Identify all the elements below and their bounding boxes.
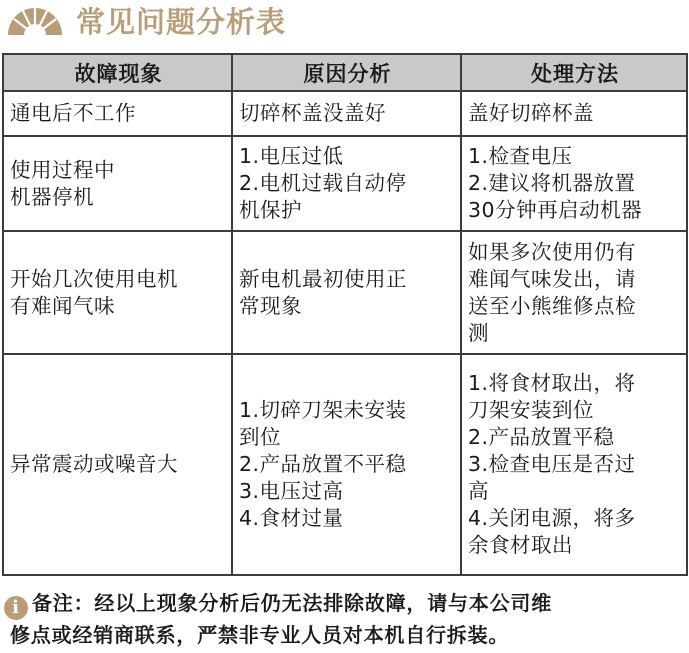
column-header-cause: 原因分析	[232, 54, 461, 91]
symptom-cell: 使用过程中 机器停机	[3, 136, 232, 231]
cause-cell: 1.电压过低 2.电机过载自动停 机保护	[232, 136, 461, 231]
symptom-cell: 开始几次使用电机 有难闻气味	[3, 231, 232, 354]
table-row	[3, 136, 687, 231]
solution-cell: 1.将食材取出，将 刀架安装到位 2.产品放置平稳 3.检查电压是否过 高 4.关闭电源，将多 余食材取出	[461, 354, 687, 575]
page-title: 常见问题分析表	[76, 5, 287, 39]
table-row	[3, 354, 687, 575]
solution-cell: 盖好切碎杯盖	[461, 91, 687, 136]
info-icon: i	[4, 596, 28, 620]
solution-cell: 如果多次使用仍有 难闻气味发出，请 送至小熊维修点检 测	[461, 231, 687, 354]
solution-cell: 1.检查电压 2.建议将机器放置 30分钟再启动机器	[461, 136, 687, 231]
column-header-solution: 处理方法	[461, 54, 687, 91]
table-row	[3, 231, 687, 354]
faq-table	[2, 53, 688, 576]
decorative-arc-rays-icon	[6, 5, 64, 35]
cause-cell: 切碎杯盖没盖好	[232, 91, 461, 136]
column-header-symptom: 故障现象	[3, 54, 232, 91]
cause-cell: 新电机最初使用正 常现象	[232, 231, 461, 354]
table-row	[3, 91, 687, 136]
table-header-row	[3, 54, 687, 91]
remark-note	[4, 588, 688, 651]
remark-line-1: 备注：经以上现象分析后仍无法排除故障，请与本公司维	[32, 591, 552, 615]
symptom-cell: 通电后不工作	[3, 91, 232, 136]
page-header	[0, 0, 689, 46]
remark-line-2: 修点或经销商联系，严禁非专业人员对本机自行拆装。	[10, 623, 510, 647]
cause-cell: 1.切碎刀架未安装 到位 2.产品放置不平稳 3.电压过高 4.食材过量	[232, 354, 461, 575]
symptom-cell: 异常震动或噪音大	[3, 354, 232, 575]
